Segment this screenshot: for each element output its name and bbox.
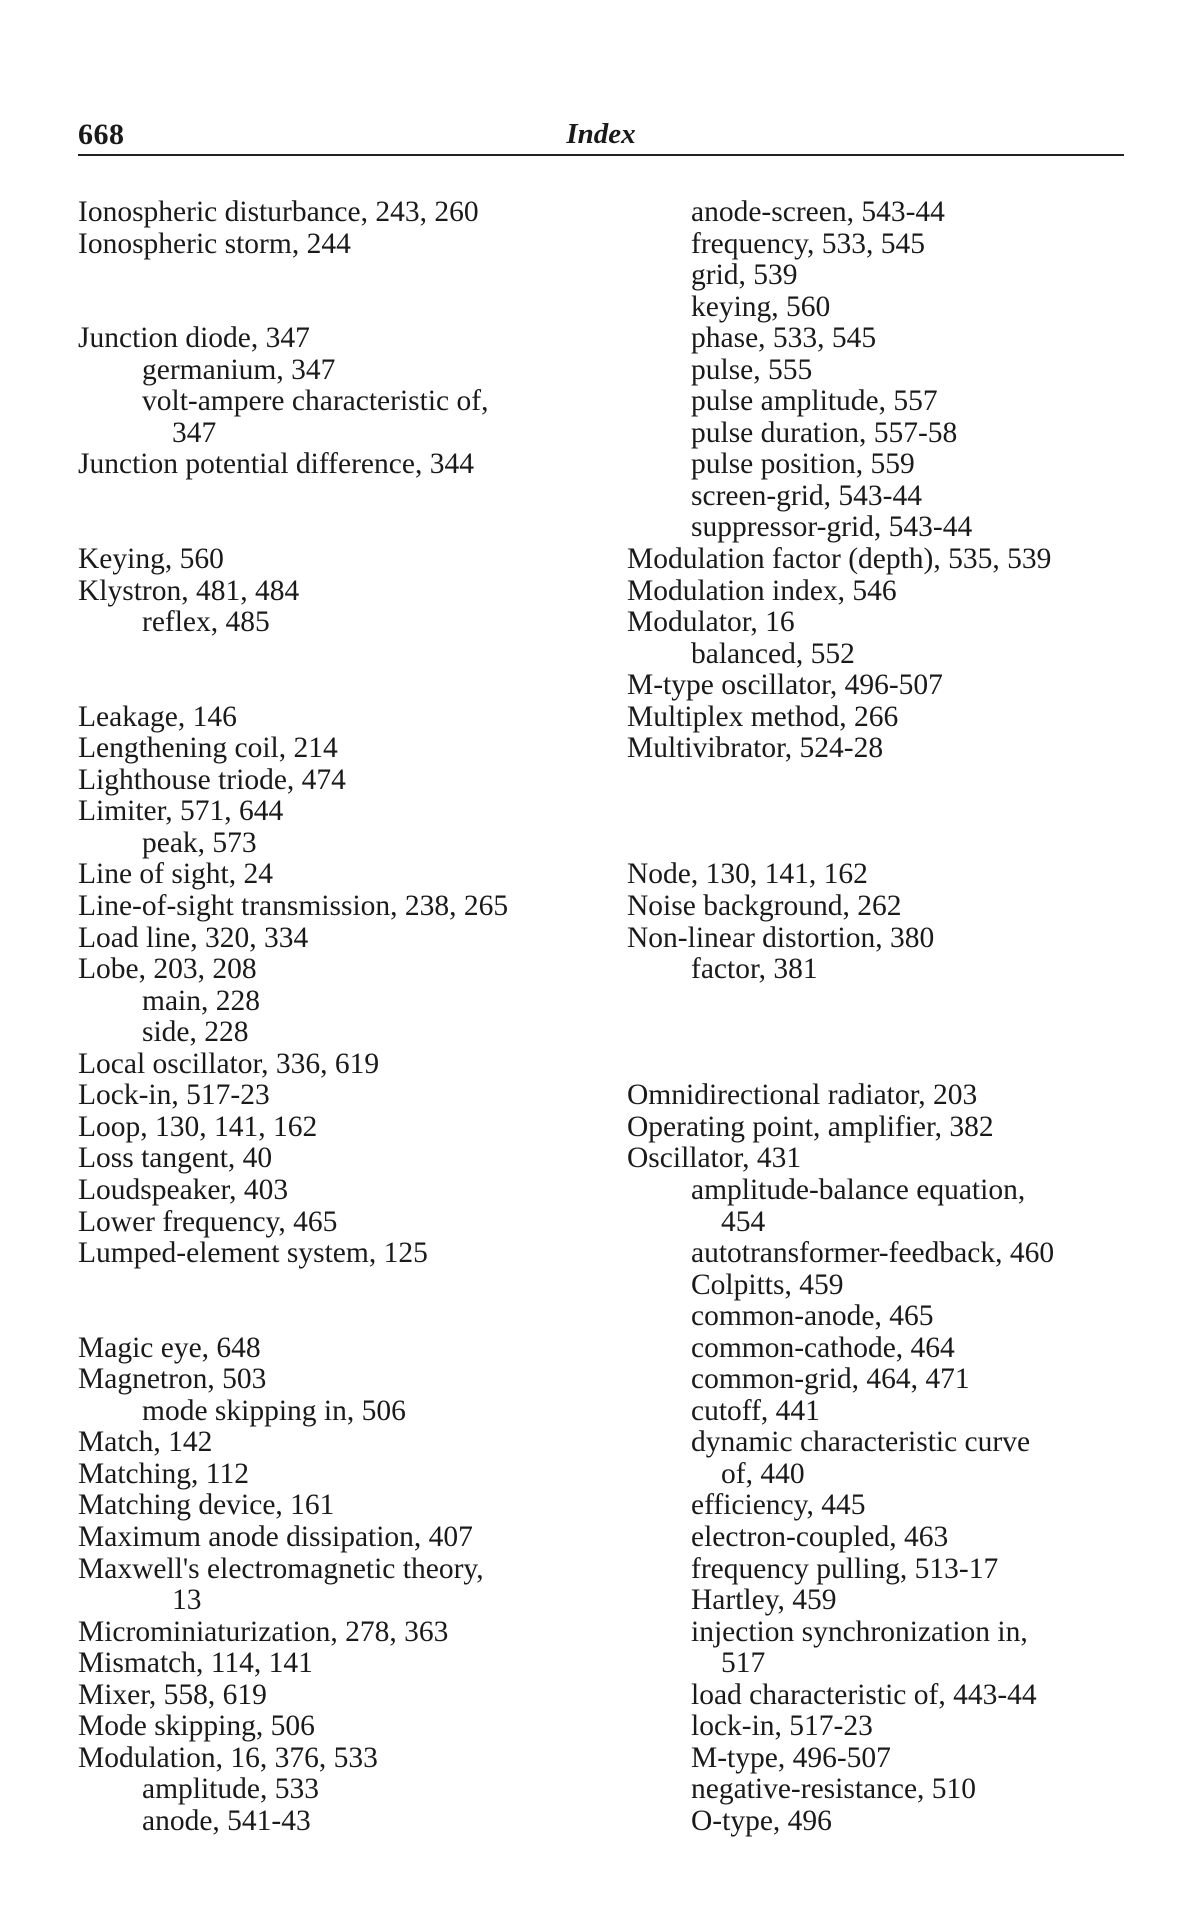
index-subentry: reflex, 485 xyxy=(142,606,270,639)
index-entry: Line-of-sight transmission, 238, 265 xyxy=(78,890,509,923)
index-entry: Noise background, 262 xyxy=(627,890,902,923)
index-entry: Matching, 112 xyxy=(78,1457,249,1490)
index-subentry: phase, 533, 545 xyxy=(691,322,877,355)
index-entry: Omnidirectional radiator, 203 xyxy=(627,1079,978,1112)
index-entry: Modulation factor (depth), 535, 539 xyxy=(627,543,1052,576)
index-subentry: common-grid, 464, 471 xyxy=(691,1363,970,1396)
index-entry: Maxwell's electromagnetic theory, xyxy=(78,1552,484,1585)
index-column-right xyxy=(627,197,1147,1837)
index-entry: Match, 142 xyxy=(78,1426,213,1459)
index-subentry: load characteristic of, 443-44 xyxy=(691,1678,1037,1711)
index-subentry: amplitude, 533 xyxy=(142,1773,319,1806)
index-entry-continuation: 517 xyxy=(721,1647,766,1680)
index-column-left xyxy=(78,197,608,1837)
index-subentry: cutoff, 441 xyxy=(691,1394,820,1427)
index-entry: Matching device, 161 xyxy=(78,1489,335,1522)
index-subentry: pulse amplitude, 557 xyxy=(691,385,938,418)
entry-spacer xyxy=(78,639,608,671)
index-entry: Limiter, 571, 644 xyxy=(78,795,284,828)
index-entry: Oscillator, 431 xyxy=(627,1142,802,1175)
index-subentry: factor, 381 xyxy=(691,953,818,986)
index-subentry: Colpitts, 459 xyxy=(691,1268,844,1301)
index-entry: Ionospheric disturbance, 243, 260 xyxy=(78,196,479,228)
entry-spacer xyxy=(78,292,608,324)
header-rule xyxy=(78,154,1124,156)
index-subentry: common-cathode, 464 xyxy=(691,1331,955,1364)
index-entry: Multiplex method, 266 xyxy=(627,700,899,733)
index-subentry: anode, 541-43 xyxy=(142,1804,311,1837)
index-entry: Node, 130, 141, 162 xyxy=(627,858,868,891)
entry-spacer xyxy=(78,1270,608,1302)
entry-spacer xyxy=(627,986,1147,1018)
index-subentry: M-type, 496-507 xyxy=(691,1741,891,1774)
index-subentry: efficiency, 445 xyxy=(691,1489,866,1522)
index-entry: Mixer, 558, 619 xyxy=(78,1678,267,1711)
index-subentry: common-anode, 465 xyxy=(691,1300,934,1333)
index-subentry: side, 228 xyxy=(142,1016,249,1049)
index-entry: Maximum anode dissipation, 407 xyxy=(78,1520,473,1553)
index-subentry: volt-ampere characteristic of, xyxy=(142,385,489,418)
index-entry: Line of sight, 24 xyxy=(78,858,274,891)
index-entry: Loudspeaker, 403 xyxy=(78,1173,289,1206)
index-entry-continuation: 13 xyxy=(172,1584,202,1617)
index-entry: Mode skipping, 506 xyxy=(78,1710,315,1743)
index-entry: Lock-in, 517-23 xyxy=(78,1079,270,1112)
index-subentry: frequency pulling, 513-17 xyxy=(691,1552,999,1585)
index-entry: Lumped-element system, 125 xyxy=(78,1237,428,1270)
entry-spacer xyxy=(627,1049,1147,1081)
index-subentry: pulse, 555 xyxy=(691,353,813,386)
index-entry: Ionospheric storm, 244 xyxy=(78,227,351,260)
index-entry: Microminiaturization, 278, 363 xyxy=(78,1615,449,1648)
index-subentry: O-type, 496 xyxy=(691,1804,832,1837)
entry-spacer xyxy=(627,765,1147,797)
index-entry: Klystron, 481, 484 xyxy=(78,574,300,607)
index-entry: Leakage, 146 xyxy=(78,700,237,733)
index-entry: Loop, 130, 141, 162 xyxy=(78,1110,318,1143)
index-subentry: keying, 560 xyxy=(691,290,831,323)
index-entry: Loss tangent, 40 xyxy=(78,1142,273,1175)
index-entry: Modulator, 16 xyxy=(627,606,795,639)
index-entry: Lengthening coil, 214 xyxy=(78,732,338,765)
index-subentry: suppressor-grid, 543-44 xyxy=(691,511,973,544)
index-entry: Local oscillator, 336, 619 xyxy=(78,1047,380,1080)
entry-spacer xyxy=(627,796,1147,828)
index-subentry: pulse position, 559 xyxy=(691,448,915,481)
index-subentry: amplitude-balance equation, xyxy=(691,1173,1026,1206)
index-subentry: pulse duration, 557-58 xyxy=(691,416,958,449)
entry-spacer xyxy=(627,1017,1147,1049)
index-entry: Keying, 560 xyxy=(78,543,224,576)
index-entry: Load line, 320, 334 xyxy=(78,921,309,954)
index-subentry: dynamic characteristic curve xyxy=(691,1426,1031,1459)
index-subentry: germanium, 347 xyxy=(142,353,336,386)
entry-spacer xyxy=(78,260,608,292)
entry-spacer xyxy=(78,512,608,544)
index-entry: Magic eye, 648 xyxy=(78,1331,261,1364)
index-entry: Lower frequency, 465 xyxy=(78,1205,338,1238)
index-entry: Operating point, amplifier, 382 xyxy=(627,1110,994,1143)
entry-spacer xyxy=(78,670,608,702)
entry-spacer xyxy=(78,481,608,513)
index-subentry: grid, 539 xyxy=(691,259,798,292)
index-subentry: lock-in, 517-23 xyxy=(691,1710,873,1743)
index-entry: Junction diode, 347 xyxy=(78,322,310,355)
page-number: 668 xyxy=(78,118,125,151)
index-subentry: negative-resistance, 510 xyxy=(691,1773,977,1806)
index-entry: Multivibrator, 524-28 xyxy=(627,732,884,765)
index-subentry: mode skipping in, 506 xyxy=(142,1394,406,1427)
index-entry: M-type oscillator, 496-507 xyxy=(627,669,943,702)
index-entry-continuation: of, 440 xyxy=(721,1457,805,1490)
index-entry: Non-linear distortion, 380 xyxy=(627,921,935,954)
index-subentry: screen-grid, 543-44 xyxy=(691,479,923,512)
index-subentry: frequency, 533, 545 xyxy=(691,227,926,260)
running-title: Index xyxy=(566,118,636,150)
index-subentry: peak, 573 xyxy=(142,826,257,859)
index-subentry: Hartley, 459 xyxy=(691,1584,837,1617)
index-entry-continuation: 454 xyxy=(721,1205,766,1238)
index-entry: Mismatch, 114, 141 xyxy=(78,1647,313,1680)
entry-spacer xyxy=(78,1301,608,1333)
index-entry: Magnetron, 503 xyxy=(78,1363,267,1396)
index-entry: Lighthouse triode, 474 xyxy=(78,763,346,796)
index-entry: Modulation index, 546 xyxy=(627,574,897,607)
index-entry: Lobe, 203, 208 xyxy=(78,953,257,986)
index-subentry: main, 228 xyxy=(142,984,260,1017)
entry-spacer xyxy=(627,828,1147,860)
index-entry: Junction potential difference, 344 xyxy=(78,448,474,481)
index-entry: Modulation, 16, 376, 533 xyxy=(78,1741,378,1774)
index-entry-continuation: 347 xyxy=(172,416,217,449)
page-header xyxy=(78,118,1124,158)
index-subentry: autotransformer-feedback, 460 xyxy=(691,1237,1055,1270)
index-subentry: anode-screen, 543-44 xyxy=(691,196,945,228)
index-subentry: injection synchronization in, xyxy=(691,1615,1028,1648)
index-subentry: electron-coupled, 463 xyxy=(691,1520,949,1553)
index-subentry: balanced, 552 xyxy=(691,637,855,670)
